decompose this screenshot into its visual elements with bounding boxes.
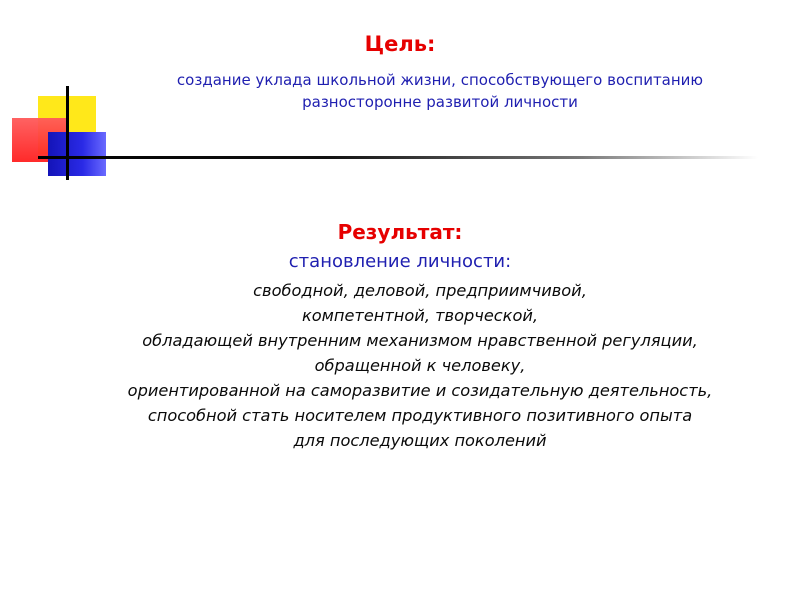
result-line: ориентированной на саморазвитие и созидательную деятельность,: [127, 381, 713, 400]
result-line: обращенной к человеку,: [314, 356, 526, 375]
goal-line: разносторонне развитой личности: [302, 93, 578, 111]
goal-line: создание уклада школьной жизни, способствующего воспитанию: [176, 71, 704, 89]
goal-title: Цель:: [364, 32, 436, 56]
blue-square-shape: [48, 132, 106, 176]
vertical-divider-line: [66, 86, 69, 180]
result-list: [40, 278, 800, 453]
result-line: способной стать носителем продуктивного позитивного опыта: [147, 406, 693, 425]
result-line: компетентной, творческой,: [301, 306, 539, 325]
horizontal-divider-line: [38, 156, 758, 159]
result-title: Результат:: [337, 220, 463, 244]
result-subtitle: становление личности:: [288, 251, 512, 272]
result-line: для последующих поколений: [293, 431, 547, 450]
goal-text: [120, 69, 760, 113]
result-line: обладающей внутренним механизмом нравственной регуляции,: [142, 331, 698, 350]
result-line: свободной, деловой, предприимчивой,: [253, 281, 587, 300]
